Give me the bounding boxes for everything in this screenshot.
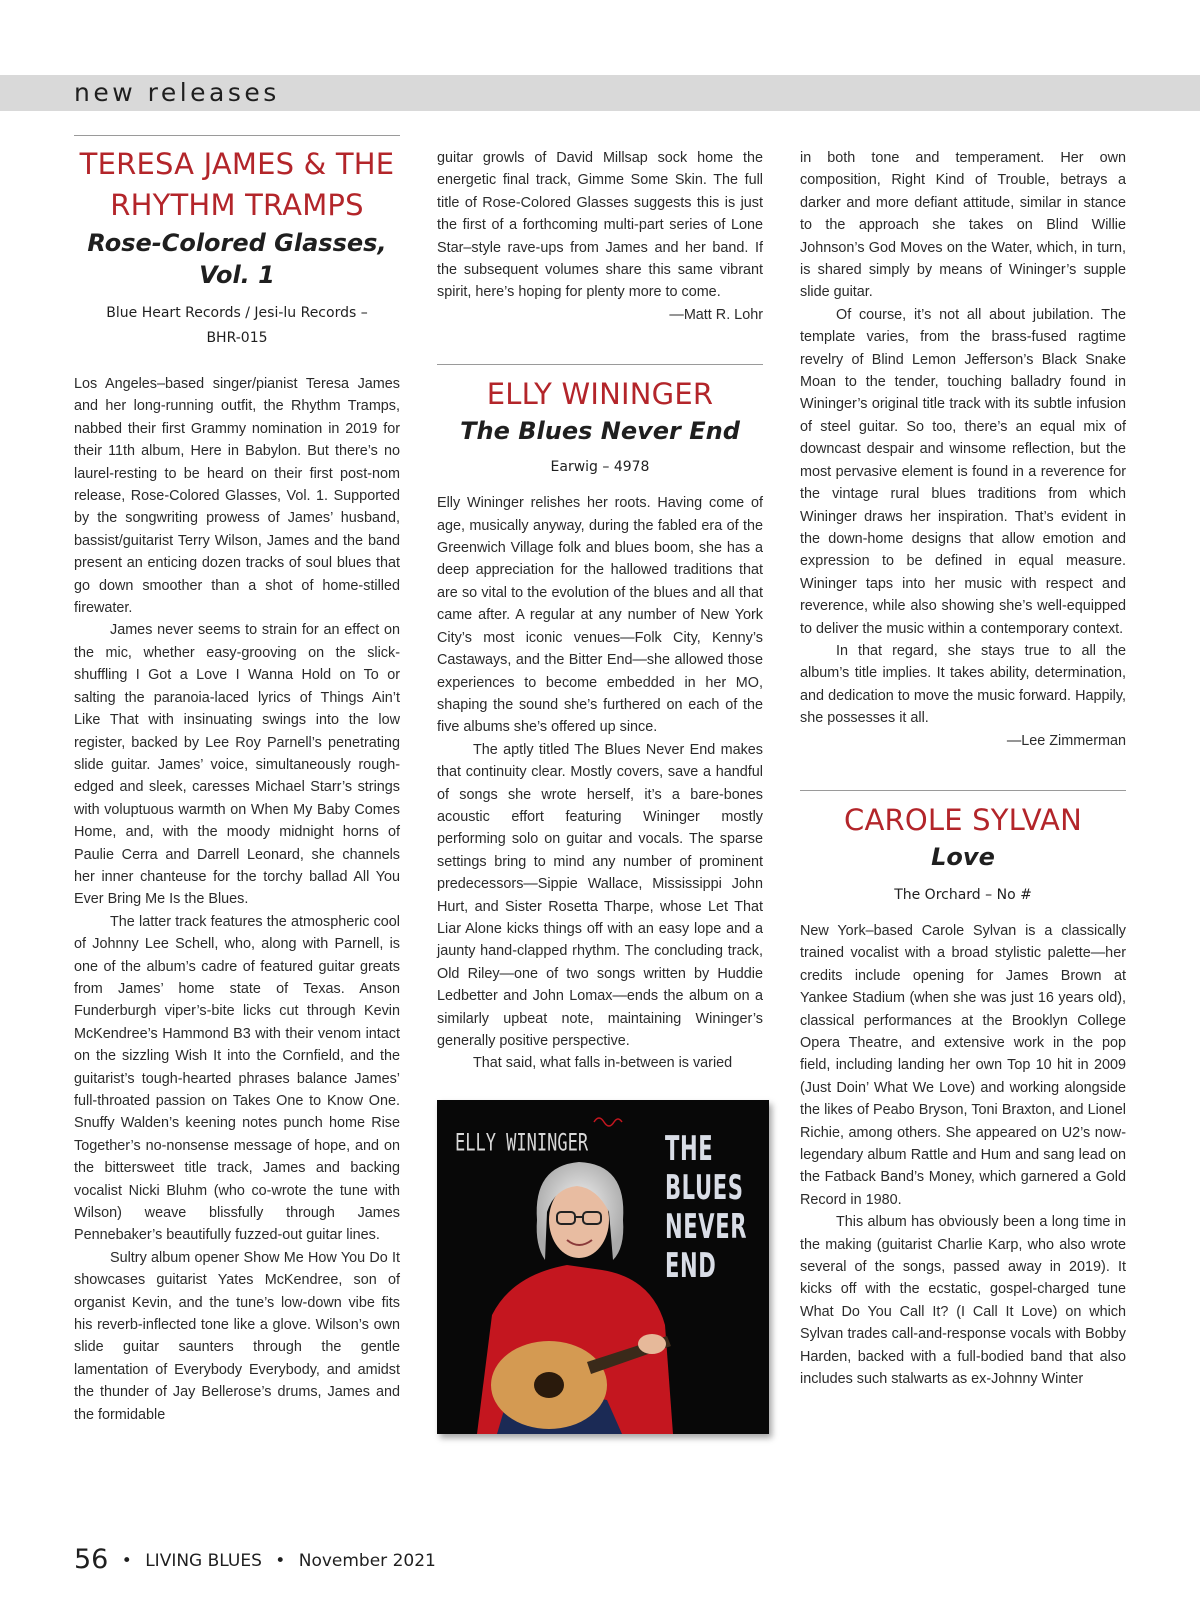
cover-title-line: THE <box>665 1128 714 1169</box>
cover-artist-name: ELLY WININGER <box>455 1129 589 1158</box>
review-catalog-number: BHR-015 <box>206 330 268 346</box>
magazine-name: LIVING BLUES <box>145 1551 262 1571</box>
review-artist-carole-sylvan: CAROLE SYLVAN <box>844 802 1082 837</box>
artist-line-1: TERESA JAMES & THE <box>79 147 395 181</box>
review-label: Blue Heart Records / Jesi-lu Records – <box>106 305 368 321</box>
review-byline: —Lee Zimmerman <box>1006 732 1126 749</box>
cover-title-line: END <box>665 1245 717 1286</box>
column-1 <box>74 135 400 1426</box>
review-paragraph: Sultry album opener Show Me How You Do It showcases guitarist Yates McKendree, son of organist Kevin, and the tune’s low-down vibe fits his reverb-inflected tone like a glove. Wilson’s own slide guitar saunters through the gentle lamentation of Everybody Everybody, and amidst the thunder of Jay Bellerose’s drums, James and the formidable <box>74 1249 400 1423</box>
review-paragraph: Los Angeles–based singer/pianist Teresa James and her long-running outfit, the Rhythm Tramps, nabbed their first Grammy nomination in 2019 for their 11th album, Here in Babylon. But there’s no laurel-resting to be heard on their first post-nom release, Rose-Colored Glasses, Vol. 1. Supported by the songwriting prowess of James’ husband, bassist/guitarist Terry Wilson, James and the band present an enticing dozen tracks of soul blues that go down smoother than a shot of home-stilled firewater. <box>74 376 400 617</box>
issue-date: November 2021 <box>298 1551 436 1571</box>
review-paragraph: Elly Wininger relishes her roots. Having come of age, musically anyway, during the fabled era of the Greenwich Village folk and blues boom, she has a deep appreciation for the hallowed traditions that are so vital to the evolution of the blues and all that came after. A regular at any number of New York City’s most iconic venues—Folk City, Kenny’s Castaways, and the Bitter End—she allowed those experiences to become embedded in her MO, shaping the sound she’s furthered on each of the five albums she’s offered up since. <box>437 495 763 736</box>
review-paragraph: New York–based Carole Sylvan is a classically trained vocalist with a broad stylistic palette—her credits include opening for James Brown at Yankee Stadium (when she was just 16 years old), classical performances at the Brooklyn College Opera Theatre, and extensive work in the pop field, including landing her own Top 10 hit in 2009 (Just Doin’ What We Love) and working alongside the likes of Peabo Bryson, Toni Braxton, and Lionel Richie, among others. She appeared on U2’s now-legendary album Rattle and Hum and sang lead on the Fatback Band’s Money, which garnered a Gold Record in 1980. <box>800 922 1126 1208</box>
footer-bullet: • <box>275 1551 286 1571</box>
cover-title-line: NEVER <box>665 1206 748 1247</box>
page-footer <box>74 1544 436 1575</box>
cover-figure-hand <box>638 1334 666 1354</box>
footer-bullet: • <box>121 1551 132 1571</box>
review-label: Earwig – 4978 <box>550 459 650 476</box>
review-album-title: The Blues Never End <box>460 417 740 446</box>
review-paragraph-continued: in both tone and temperament. Her own composition, Right Kind of Trouble, betrays a darker and more defiant attitude, similar in stance to the approach she takes on Blind Willie Johnson’s God Moves on the Water, which, in turn, is shared simply by means of Wininger’s supple slide guitar. <box>800 150 1126 301</box>
review-paragraph: In that regard, she stays true to all the album’s title implies. It takes ability, determination, and dedication to move the music forward. Happily, she possesses it all. <box>800 642 1126 727</box>
review-paragraph: That said, what falls in-between is varied <box>473 1055 733 1072</box>
review-paragraph: Of course, it’s not all about jubilation. The template varies, from the brass-fused ragtime revelry of Blind Lemon Jefferson’s Black Snake Moan to the tender, touching balladry found in Wininger’s original title track with its subtle infusion of steel guitar. So too, there’s an equal mix of downcast despair and winsome reflection, but the most pervasive element is found in a reverence for the vintage rural blues traditions from which Wininger draws her inspiration. That’s evident in the down-home designs that allow emotion and expression to be defined in equal measure. Wininger taps into her music with respect and reverence, while also showing she’s well-equipped to deliver the music within a contemporary context. <box>800 306 1126 637</box>
review-label: The Orchard – No # <box>894 886 1032 903</box>
review-artist-elly-wininger: ELLY WININGER <box>486 377 714 412</box>
review-paragraph: The latter track features the atmospheric cool of Johnny Lee Schell, who, along with Parnell, is one of the album’s cadre of featured guitar greats from James’ home state of Texas. Anson Funderburgh viper’s-bite licks cut through Kevin McKendree’s Hammond B3 with their venom intact on the sizzling Wish It into the Cornfield, and the guitarist’s tough-hearted phrases balance James’ full-throated passion on Takes One to Know One. Snuffy Walden’s keening notes punch home Rise Together’s no-nonsense message of hope, and on the bittersweet title track, James and backing vocalist Nicki Bluhm (who co-wrote the tune with Wilson) weave blissfully through James Pennebaker’s beautifully fuzzed-out guitar lines. <box>74 913 400 1244</box>
cover-signature-mark <box>594 1118 622 1126</box>
album-cover-image <box>437 1100 769 1434</box>
review-byline: —Matt R. Lohr <box>669 306 763 323</box>
review-paragraph: This album has obviously been a long time in the making (guitarist Charlie Karp, who also wrote several of the songs, passed away in 2019). It kicks off with the ecstatic, gospel-charged tune What Do You Call It? (I Call It Love) on which Sylvan trades call-and-response vocals with Bobby Harden, backed with a full-bodied band that also includes such stalwarts as ex-Johnny Winter <box>800 1214 1126 1388</box>
review-paragraph: James never seems to strain for an effect on the mic, whether easy-grooving on the slick-shuffling I Got a Love I Wanna Hold on To or salting the paranoia-laced lyrics of Things Ain’t Like That with insinuating swings into the low register, backed by Lee Roy Parnell’s penetrating slide guitar. James’ voice, simultaneously rough-edged and sleek, caresses Michael Starr’s strings with voluptuous warmth on When My Baby Comes Home, and, with the moody midnight horns of Paulie Cerra and Darrell Leonard, she channels her inner chanteuse for the torchy ballad All You Ever Bring Me Is the Blues. <box>74 622 400 908</box>
cover-title-line: BLUES <box>665 1167 744 1208</box>
artist-line-2: RHYTHM TRAMPS <box>110 188 364 222</box>
cover-album-title <box>665 1128 748 1286</box>
review-paragraph-continued: guitar growls of David Millsap sock home the energetic final track, Gimme Some Skin. The full title of Rose-Colored Glasses suggests this is just the first of a forthcoming multi-part series of Lone Star–style rave-ups from James and her band. If the subsequent volumes share this same vibrant spirit, here’s hoping for plenty more to come. <box>437 150 763 301</box>
review-artist-teresa-james <box>74 144 400 226</box>
column-3 <box>800 147 1126 1391</box>
column-2 <box>437 147 763 1434</box>
review-paragraph: The aptly titled The Blues Never End makes that continuity clear. Mostly covers, save a handful of songs she wrote herself, it’s a bare-bones acoustic effort featuring Wininger mostly performing solo on guitar and vocals. The sparse settings bring to mind any number of prominent predecessors—Sippie Wallace, Mississippi John Hurt, and Sister Rosetta Tharpe, whose Let That Liar Alone kicks things off with an easy lope and a jaunty hand-clapped rhythm. The concluding track, Old Riley—one of two songs written by Huddie Ledbetter and John Lomax—ends the album on a similarly upbeat note, maintaining Wininger’s generally positive perspective. <box>437 741 763 1049</box>
review-album-title: Rose-Colored Glasses, Vol. 1 <box>87 229 387 289</box>
page-number: 56 <box>74 1544 109 1575</box>
review-album-title: Love <box>931 842 995 871</box>
section-title: new releases <box>74 78 280 107</box>
cover-guitar-soundhole <box>534 1372 564 1398</box>
